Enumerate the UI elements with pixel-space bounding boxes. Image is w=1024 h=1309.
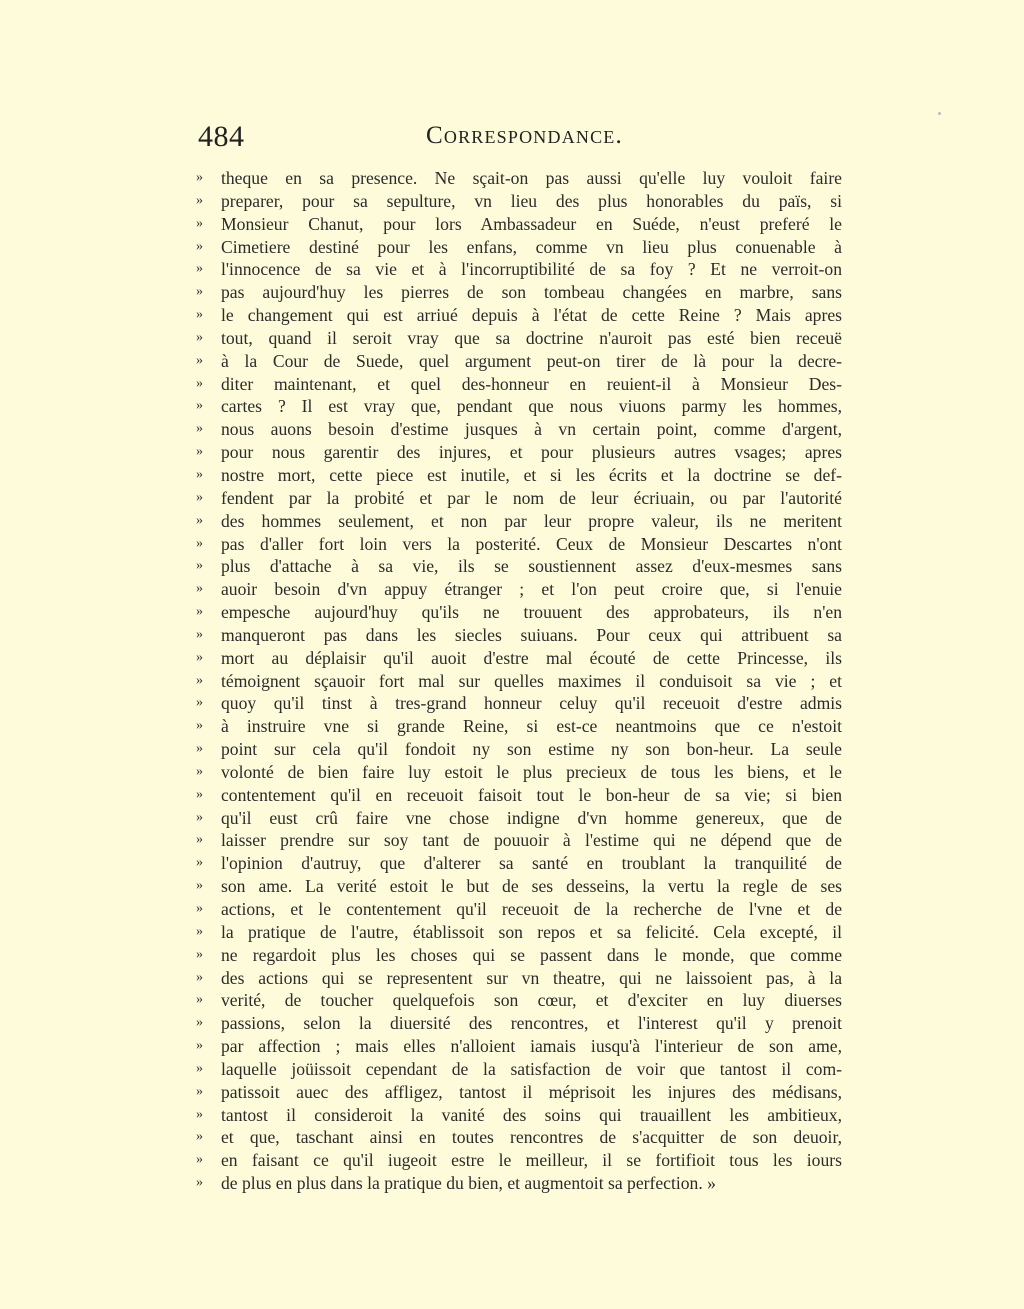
text-line	[196, 281, 842, 304]
quote-mark: »	[196, 741, 203, 757]
quote-mark: »	[196, 1083, 203, 1099]
quote-mark: »	[196, 581, 203, 597]
line-text: le changement qui est arriué depuis à l'état de cette Reine ? Mais apres	[221, 305, 842, 326]
quote-mark: »	[196, 1175, 203, 1191]
text-line	[196, 761, 842, 784]
quote-mark: »	[196, 421, 203, 437]
text-line	[196, 738, 842, 761]
line-text: fendent par la probité et par le nom de leur écriuain, ou par l'autorité	[221, 487, 842, 508]
text-line	[196, 1126, 842, 1149]
quote-mark: »	[196, 901, 203, 916]
text-line	[196, 898, 842, 921]
line-text: des hommes seulement, et non par leur propre valeur, ils ne meritent	[221, 510, 842, 531]
text-line	[196, 989, 842, 1012]
text-line	[196, 807, 842, 830]
line-text: et que, taschant ainsi en toutes rencontres de s'acquitter de son deuoir,	[221, 1127, 842, 1148]
line-text: l'innocence de sa vie et à l'incorruptibilité de sa foy ? Et ne verroit-on	[221, 259, 842, 280]
line-text: pas d'aller fort loin vers la posterité. Ceux de Monsieur Descartes n'ont	[221, 533, 842, 554]
quote-mark: »	[196, 763, 203, 779]
quote-mark: »	[196, 466, 203, 482]
text-line	[196, 487, 842, 510]
line-text: ne regardoit plus les choses qui se passent dans le monde, que comme	[221, 944, 842, 965]
text-line	[196, 350, 842, 373]
quote-mark: »	[196, 512, 203, 528]
text-line	[196, 555, 842, 578]
text-line	[196, 510, 842, 533]
quote-mark: »	[196, 375, 203, 391]
line-text: cartes ? Il est vray que, pendant que nous viuons parmy les hommes,	[221, 396, 842, 417]
quote-mark: »	[196, 832, 203, 848]
line-text: theque en sa presence. Ne sçait-on pas aussi qu'elle luy vouloit faire	[221, 168, 842, 188]
line-text: tout, quand il seroit vray que sa doctrine n'auroit pas esté bien receuë	[221, 327, 842, 348]
text-line	[196, 692, 842, 715]
text-line	[196, 213, 842, 236]
quote-mark: »	[196, 695, 203, 711]
line-text: tantost il consideroit la vanité des soins qui trauaillent les ambitieux,	[221, 1104, 842, 1125]
line-text: l'opinion d'autruy, que d'alterer sa santé en troublant la tranquilité de	[221, 853, 842, 874]
text-line	[196, 167, 842, 190]
line-text: preparer, pour sa sepulture, vn lieu des plus honorables du païs, si	[221, 190, 842, 211]
line-text: laquelle joüissoit cependant de la satisfaction de voir que tantost il com-	[221, 1058, 842, 1079]
page-header	[198, 120, 842, 160]
body-text	[196, 167, 842, 1195]
quote-mark: »	[196, 558, 203, 574]
line-text: la pratique de l'autre, établissoit son repos et sa felicité. Cela excepté, il	[221, 921, 842, 942]
line-text: volonté de bien faire luy estoit le plus precieux de tous les biens, et le	[221, 761, 842, 782]
text-line	[196, 533, 842, 556]
text-line	[196, 1104, 842, 1127]
quote-mark: »	[196, 672, 203, 688]
quote-mark: »	[196, 1152, 203, 1168]
quote-mark: »	[196, 1106, 203, 1122]
quote-mark: »	[196, 329, 203, 345]
quote-mark: »	[196, 398, 203, 414]
text-line	[196, 624, 842, 647]
text-line	[196, 1172, 842, 1195]
quote-mark: »	[196, 946, 203, 962]
page-number: 484	[198, 120, 245, 153]
text-line	[196, 647, 842, 670]
quote-mark: »	[196, 1129, 203, 1145]
quote-mark: »	[196, 307, 203, 323]
line-text: point sur cela qu'il fondoit ny son estime ny son bon-heur. La seule	[221, 739, 842, 760]
quote-mark: »	[196, 855, 203, 871]
text-line	[196, 715, 842, 738]
line-text: patissoit auec des affligez, tantost il méprisoit les injures des médisans,	[221, 1081, 842, 1102]
text-line	[196, 578, 842, 601]
text-line	[196, 464, 842, 487]
line-text: laisser prendre sur soy tant de pouuoir à l'estime qui ne dépend que de	[221, 830, 842, 851]
line-text: diter maintenant, et quel des-honneur en reuient-il à Monsieur Des-	[221, 373, 842, 394]
quote-mark: »	[196, 923, 203, 939]
line-text: témoignent sçauoir fort mal sur quelles maximes il conduisoit sa vie ; et	[221, 670, 842, 691]
text-line	[196, 875, 842, 898]
line-text: nous auons besoin d'estime jusques à vn certain point, comme d'argent,	[221, 419, 842, 440]
text-line	[196, 944, 842, 967]
line-text: auoir besoin d'vn appuy étranger ; et l'on peut croire que, si l'enuie	[221, 579, 842, 600]
line-text: quoy qu'il tinst à tres-grand honneur celuy qu'il receuoit d'estre admis	[221, 693, 842, 714]
text-line	[196, 784, 842, 807]
line-text: manqueront pas dans les siecles suiuans. Pour ceux qui attribuent sa	[221, 624, 842, 645]
text-line	[196, 190, 842, 213]
line-text: de plus en plus dans la pratique du bien, et augmentoit sa perfection. »	[221, 1173, 716, 1194]
line-text: par affection ; mais elles n'alloient iamais iusqu'à l'interieur de son ame,	[221, 1036, 842, 1057]
text-line	[196, 304, 842, 327]
quote-mark: »	[196, 626, 203, 642]
quote-mark: »	[196, 1060, 203, 1076]
quote-mark: »	[196, 878, 203, 894]
quote-mark: »	[196, 444, 203, 460]
quote-mark: »	[196, 170, 203, 185]
quote-mark: »	[196, 969, 203, 985]
text-line	[196, 1058, 842, 1081]
quote-mark: »	[196, 809, 203, 825]
text-line	[196, 1012, 842, 1035]
quote-mark: »	[196, 535, 203, 551]
line-text: Cimetiere destiné pour les enfans, comme vn lieu plus conuenable à	[221, 236, 842, 257]
text-line	[196, 852, 842, 875]
line-text: verité, de toucher quelquefois son cœur, et d'exciter en luy diuerses	[221, 990, 842, 1011]
line-text: passions, selon la diuersité des rencontres, et l'interest qu'il y prenoit	[221, 1013, 842, 1034]
line-text: Monsieur Chanut, pour lors Ambassadeur en Suéde, n'eust preferé le	[221, 213, 842, 234]
quote-mark: »	[196, 261, 203, 277]
text-line	[196, 327, 842, 350]
running-title: Correspondance.	[426, 122, 623, 149]
scan-speck	[938, 112, 941, 115]
quote-mark: »	[196, 604, 203, 620]
quote-mark: »	[196, 284, 203, 300]
quote-mark: »	[196, 215, 203, 231]
text-line	[196, 418, 842, 441]
line-text: pas aujourd'huy les pierres de son tombeau changées en marbre, sans	[221, 282, 842, 303]
text-line	[196, 395, 842, 418]
text-line	[196, 921, 842, 944]
line-text: à instruire vne si grande Reine, si est-ce neantmoins que ce n'estoit	[221, 716, 842, 737]
quote-mark: »	[196, 192, 203, 208]
text-line	[196, 967, 842, 990]
quote-mark: »	[196, 489, 203, 505]
line-text: empesche aujourd'huy qu'ils ne trouuent des approbateurs, ils n'en	[221, 602, 842, 623]
quote-mark: »	[196, 992, 203, 1008]
text-line	[196, 1035, 842, 1058]
quote-mark: »	[196, 649, 203, 665]
line-text: actions, et le contentement qu'il receuoit de la recherche de l'vne et de	[221, 899, 842, 919]
line-text: mort au déplaisir qu'il auoit d'estre mal écouté de cette Princesse, ils	[221, 647, 842, 668]
text-line	[196, 1149, 842, 1172]
line-text: plus d'attache à sa vie, ils se soustiennent assez d'eux-mesmes sans	[221, 556, 842, 577]
text-line	[196, 236, 842, 259]
line-text: pour nous garentir des injures, et pour plusieurs autres vsages; apres	[221, 442, 842, 463]
line-text: des actions qui se representent sur vn theatre, qui ne laissoient pas, à la	[221, 967, 842, 988]
text-line	[196, 670, 842, 693]
text-line	[196, 829, 842, 852]
line-text: qu'il eust crû faire vne chose indigne d'vn homme genereux, que de	[221, 807, 842, 828]
quote-mark: »	[196, 352, 203, 368]
quote-mark: »	[196, 238, 203, 254]
text-line	[196, 258, 842, 281]
quote-mark: »	[196, 1015, 203, 1031]
line-text: en faisant ce qu'il iugeoit estre le meilleur, il se fortifioit tous les iours	[221, 1150, 842, 1171]
text-line	[196, 441, 842, 464]
text-line	[196, 601, 842, 624]
quote-mark: »	[196, 786, 203, 802]
line-text: nostre mort, cette piece est inutile, et si les écrits et la doctrine se def-	[221, 464, 842, 485]
text-line	[196, 373, 842, 396]
quote-mark: »	[196, 1038, 203, 1054]
line-text: contentement qu'il en receuoit faisoit tout le bon-heur de sa vie; si bien	[221, 784, 842, 805]
line-text: à la Cour de Suede, quel argument peut-on tirer de là pour la decre-	[221, 350, 842, 371]
line-text: son ame. La verité estoit le but de ses desseins, la vertu la regle de ses	[221, 876, 842, 897]
quote-mark: »	[196, 718, 203, 734]
text-line	[196, 1081, 842, 1104]
